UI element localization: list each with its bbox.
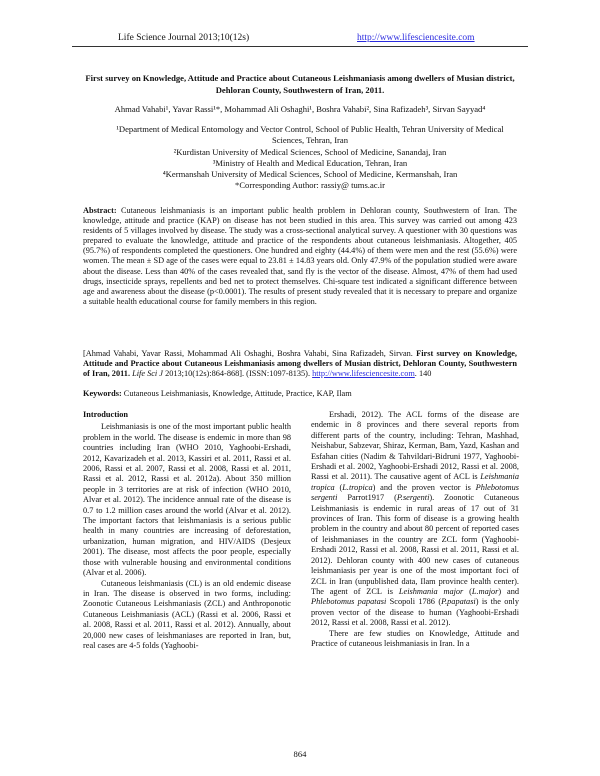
keywords-text: Cutaneous Leishmaniasis, Knowledge, Attitude, Practice, KAP, Ilam — [123, 389, 352, 398]
species-name: L.major — [471, 586, 499, 596]
species-name: Phlebotomus papatasi — [311, 597, 387, 607]
abstract — [83, 206, 517, 307]
intro-paragraph-2: Cutaneous leishmaniasis (CL) is an old endemic disease in Iran. The disease is observed in two forms, including: Zoonotic Cutaneous Leishmaniasis (ZCL) and Anthroponotic Cutaneous Leishmaniasis (ACL) (Rassi et al. 2006, Rassi et al. 2008, Rassi et al. 2011, Rassi et al. 2012). Annually, about 20,000 new cases of leishmaniases are reported in Iran, but, real cases are 4-5 folds (Yaghoobi- — [83, 578, 291, 650]
intro-paragraph-1: Leishmaniasis is one of the most important public health problem in the world. The disease is endemic in more than 98 countries including Iran (WHO 2010, Yaghoobi-Ershadi, 2012, Kavarizadeh et al. 2013, Kassiri et al. 2011, Rassi et al. 2006, Rassi et al. 2007, Rassi et al. 2008, Rassi et al. 2011, Rassi et al. 2012, Rassi et al. 2012a). About 350 million people in 3 territories are at risk of infection (WHO 2010, Alvar et al. 2012). The incidence annual rate of the disease is 0.7 to 1.2 million cases around the world (Alvar et al. 2012). The important factors that leishmaniasis is a serious public health in many countries are increasing of deforestation, urbanization, human migration, and HIV/AIDS (Desjeux 2001). The disease, most affects the poor people, especially those with vulnerable housing and environmental conditions (Alvar et al. 2006). — [83, 422, 291, 578]
text-run: ) is the only proven vector of the disease to human (Yaghoobi-Ershadi 2012, Rassi et al. 2008, Rassi et al. 2012). — [311, 597, 520, 628]
text-run: ). Zoonotic Cutaneous Leishmaniasis is endemic in rural areas of 17 out of 31 provinces of Iran. This form of disease is a growing health problem in the country and about 80 percent of reported cases of leishmaniases in the country are ZCL form (Yaghoobi-Ershadi 2012, Rassi et al. 2008, Rassi et al. 2011, Rassi et al. 2012). Dehloran county with 400 new cases of cutaneous leishmaniasis per year is one of the most important foci of ZCL in Iran (unpublished data, Ilam province health center). The agent of ZCL is — [311, 493, 519, 596]
text-run: ( — [463, 586, 472, 596]
citation-details: 2013;10(12s):864-868]. (ISSN:1097-8135). — [165, 369, 311, 379]
affiliation-1: ¹Department of Medical Entomology and Vector Control, School of Public Health, Tehran University of Medical Sciences, Tehran, Iran — [116, 124, 504, 146]
affiliation-4: ⁴Kermanshah University of Medical Sciences, School of Medicine, Kermanshah, Iran — [162, 169, 458, 180]
intro-paragraph-2-cont — [311, 410, 519, 629]
text-run: Parrot1917 ( — [337, 493, 397, 503]
abstract-label: Abstract: — [83, 206, 117, 215]
citation-page: . 140 — [414, 369, 432, 379]
species-name: Phlebotomus sergenti — [311, 482, 519, 503]
page-number: 864 — [293, 749, 307, 759]
citation-journal: Life Sci J — [132, 369, 163, 379]
affiliation-2: ²Kurdistan University of Medical Sciences, School of Medicine, Sanandaj, Iran — [173, 146, 447, 157]
journal-url-link[interactable]: http://www.lifesciencesite.com — [357, 33, 475, 43]
paper-title: First survey on Knowledge, Attitude and Practice about Cutaneous Leishmaniasis among dwellers of Musian district, Dehloran County, Southwestern of Iran, 2011. — [85, 73, 515, 95]
journal-name: Life Science Journal 2013;10(12s) — [118, 33, 250, 43]
left-column — [83, 410, 291, 651]
citation-url-link[interactable]: http://www.lifesciencesite.com — [312, 369, 415, 379]
right-column — [311, 410, 519, 649]
intro-paragraph-3: There are few studies on Knowledge, Attitude and Practice of cutaneous leishmaniasis in Iran. In a — [311, 628, 519, 648]
running-header — [0, 33, 600, 47]
species-name: P.papatasi — [441, 597, 476, 607]
species-name: L.tropica — [342, 482, 373, 492]
author-list: Ahmad Vahabi¹, Yavar Rassi¹*, Mohammad Ali Oshaghi¹, Boshra Vahabi², Sina Rafizadeh³, Sirvan Sayyad⁴ — [114, 104, 486, 114]
text-run: ) and the proven vector is — [372, 482, 476, 492]
abstract-text: Cutaneous leishmaniasis is an important public health problem in Dehloran county, Southwestern of Iran. The knowledge, attitude and practice (KAP) on disease has not been studied in this area. This survey was carried out among 423 residents of 5 villages involved by disease. The study was a cross-sectional analytical survey. A questioner with 30 questions was prepared to evaluate the knowledge, attitude and practice of the respondents about cutaneous leishmaniasis. Altogether, 405 (95.7%) of respondents completed the questioners. One hundred and eighty (44.4%) of them were men and the rest (55.6%) were women. The mean ± SD age of the cases were equal to 23.81 ± 14.83 years old. Only 47.9% of the population studied were aware about the disease. Less than 40% of the cases revealed that, sand fly is the vector of the disease. Almost, 47% of them had used drugs, insecticide sprays, repellents and bed net to protect themselves. Chi-square test indicated a significant difference between age and awareness about the disease (p<0.0001). The results of present study revealed that it is necessary to prepare and organize a suitable health educational course for family members in this region. — [83, 206, 517, 306]
citation — [83, 349, 517, 379]
keywords — [83, 389, 517, 398]
keywords-label: Keywords: — [83, 389, 122, 398]
species-name: P.sergenti — [396, 493, 430, 503]
header-divider — [72, 46, 528, 47]
intro-heading: Introduction — [83, 410, 129, 419]
affiliations — [100, 124, 520, 192]
text-run: Scopoli 1786 ( — [386, 597, 442, 607]
citation-authors: [Ahmad Vahabi, Yavar Rassi, Mohammad Ali Oshaghi, Boshra Vahabi, Sina Rafizadeh, Sirvan. — [83, 349, 413, 358]
citation-title: First survey on Knowledge, Attitude and Practice about Cutaneous Leishmaniasis among dwellers of Musian district, Dehloran County, Southwestern of Iran, 2011. — [83, 349, 518, 379]
text-run: Ershadi, 2012). The ACL forms of the disease are endemic in 8 provinces and there several reports from different parts of the country, including: Tehran, Mashhad, Neishabur, Sabzevar, Shiraz, Kerman, Bam, Yazd, Kashan and Esfahan cities (Nadim & Tahvildari-Bidruni 1977, Yaghoobi-Ershadi et al. 2002, Yaghoobi-Ershadi 2012, Rassi et al. 2008, Rassi et al. 2011). The causative agent of ACL is — [311, 410, 519, 482]
text-run: ) and — [498, 586, 519, 596]
species-name: Leishmania major — [398, 586, 464, 596]
text-run: ( — [334, 482, 343, 492]
species-name: Leishmania tropica — [311, 472, 519, 492]
affiliation-3: ³Ministry of Health and Medical Education, Tehran, Iran — [212, 157, 408, 168]
corresponding-author: *Corresponding Author: rassiy@ tums.ac.ir — [235, 180, 385, 191]
